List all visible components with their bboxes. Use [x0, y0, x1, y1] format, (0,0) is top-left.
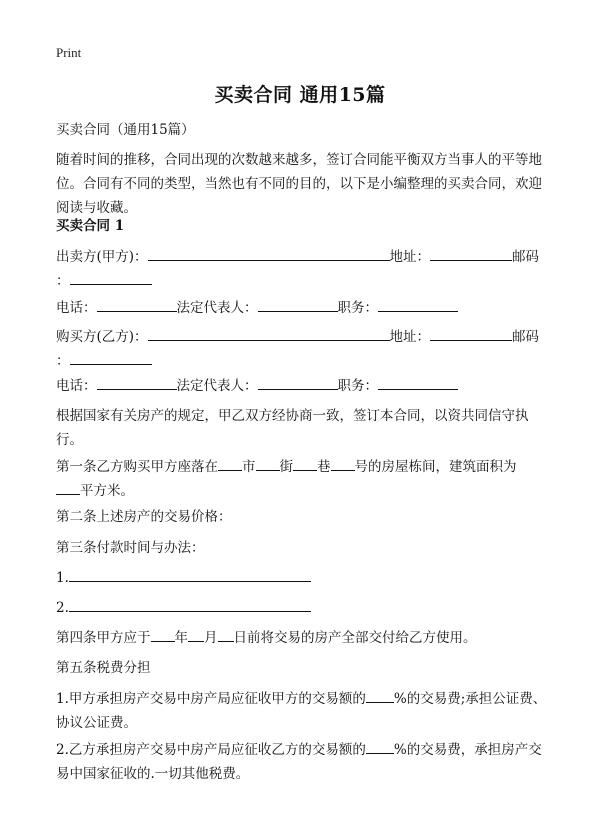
- payment-item-2-blank[interactable]: [69, 597, 311, 612]
- article-1-text-a: 第一条乙方购买甲方座落在: [56, 459, 218, 475]
- article-1-text-b: 号的房屋栋间，建筑面积为: [354, 459, 517, 475]
- agreement-intro-paragraph: 根据国家有关房产的规定，甲乙双方经协商一致，签订本合同，以资共同信守执行。: [56, 408, 529, 448]
- payment-item-1-blank[interactable]: [69, 567, 311, 582]
- document-subtitle: 买卖合同（通用15篇）: [56, 122, 195, 138]
- seller-line: [56, 245, 550, 293]
- article-4-day-blank[interactable]: [218, 627, 234, 642]
- article-1-number-blank[interactable]: [331, 456, 355, 471]
- article-1-city-blank[interactable]: [218, 456, 242, 471]
- seller-postcode-blank[interactable]: [70, 270, 152, 285]
- article-1-unit: 平方米。: [80, 483, 134, 499]
- print-link[interactable]: Print: [56, 45, 82, 60]
- document-title: 买卖合同 通用15篇: [214, 84, 386, 106]
- section-heading: 买卖合同 1: [56, 218, 125, 234]
- article-4: [56, 626, 550, 650]
- seller-phone-blank[interactable]: [97, 297, 177, 312]
- payment-item-1-number: 1.: [56, 570, 69, 586]
- seller-address-label: 地址：: [389, 249, 431, 265]
- buyer-label: 购买方(乙方)：: [56, 329, 148, 345]
- tax-clause-2-text-b: %的交易费，承担房产交易中国家征收的.一切其他税费。: [56, 742, 542, 782]
- buyer-phone-label: 电话：: [56, 378, 97, 394]
- buyer-name-blank[interactable]: [148, 326, 390, 341]
- article-1: [56, 455, 550, 503]
- buyer-postcode-label: 邮码: [512, 329, 540, 345]
- tax-clause-1-text-a: 1.甲方承担房产交易中房产局应征收甲方的交易额的: [56, 691, 366, 707]
- seller-postcode-label: 邮码: [512, 249, 540, 265]
- article-1-lane-label: 巷: [317, 459, 331, 475]
- buyer-phone-blank[interactable]: [97, 375, 177, 390]
- tax-clause-1-percent-blank[interactable]: [366, 688, 394, 703]
- buyer-postcode-blank[interactable]: [70, 350, 152, 365]
- seller-phone-label: 电话：: [56, 300, 97, 316]
- article-4-month-blank[interactable]: [188, 627, 204, 642]
- article-4-year-label: 年: [174, 630, 188, 646]
- buyer-legal-rep-label: 法定代表人：: [176, 378, 258, 394]
- seller-legal-rep-blank[interactable]: [258, 297, 338, 312]
- article-2: 第二条上述房产的交易价格：: [56, 509, 232, 525]
- buyer-position-blank[interactable]: [378, 375, 458, 390]
- article-4-text-b: 日前将交易的房产全部交付给乙方使用。: [233, 630, 477, 646]
- article-1-city-label: 市: [242, 459, 256, 475]
- buyer-postcode-colon: ：: [56, 353, 70, 369]
- seller-position-label: 职务：: [337, 300, 378, 316]
- tax-clause-1: [56, 687, 550, 735]
- seller-name-blank[interactable]: [148, 246, 390, 261]
- tax-clause-2-text-a: 2.乙方承担房产交易中房产局应征收乙方的交易额的: [56, 742, 366, 758]
- article-4-text-a: 第四条甲方应于: [56, 630, 151, 646]
- intro-paragraph: 随着时间的推移，合同出现的次数越来越多，签订合同能平衡双方当事人的平等地位。合同有不同的类型，当然也有不同的目的，以下是小编整理的买卖合同，欢迎阅读与收藏。: [56, 152, 542, 216]
- buyer-line: [56, 325, 550, 373]
- buyer-contact-line: [56, 374, 550, 398]
- seller-postcode-colon: ：: [56, 273, 70, 289]
- article-3: 第三条付款时间与办法：: [56, 540, 205, 556]
- tax-clause-2-percent-blank[interactable]: [366, 739, 394, 754]
- article-4-month-label: 月: [204, 630, 218, 646]
- article-4-year-blank[interactable]: [151, 627, 175, 642]
- seller-legal-rep-label: 法定代表人：: [176, 300, 258, 316]
- article-1-area-blank[interactable]: [56, 480, 80, 495]
- article-5: 第五条税费分担: [56, 660, 151, 676]
- article-1-street-blank[interactable]: [256, 456, 280, 471]
- buyer-address-label: 地址：: [389, 329, 431, 345]
- seller-position-blank[interactable]: [378, 297, 458, 312]
- seller-contact-line: [56, 296, 550, 320]
- tax-clause-1-text-b: %的交易费;承担公证费、协议公证费。: [56, 691, 547, 731]
- seller-label: 出卖方(甲方)：: [56, 249, 148, 265]
- seller-address-blank[interactable]: [430, 246, 512, 261]
- buyer-position-label: 职务：: [337, 378, 378, 394]
- article-1-lane-blank[interactable]: [293, 456, 317, 471]
- tax-clause-2: [56, 738, 550, 786]
- payment-item-2-number: 2.: [56, 600, 69, 616]
- article-1-street-label: 街: [279, 459, 293, 475]
- buyer-legal-rep-blank[interactable]: [258, 375, 338, 390]
- buyer-address-blank[interactable]: [430, 326, 512, 341]
